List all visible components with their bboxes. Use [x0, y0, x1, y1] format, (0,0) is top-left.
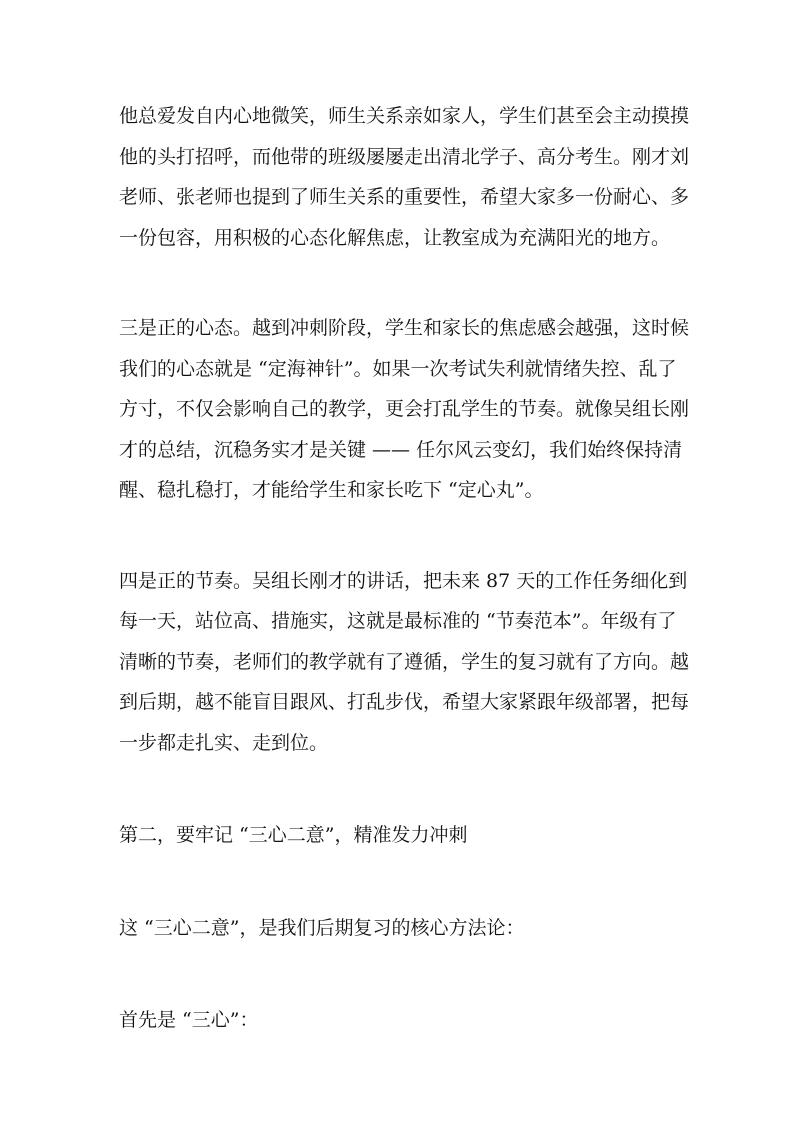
paragraph-mindset	[119, 308, 690, 511]
paragraph-spacer	[119, 511, 679, 561]
paragraph-rhythm	[119, 561, 690, 764]
text-line: 醒、稳扎稳打，才能给学生和家长吃下 “定心丸”。	[119, 479, 544, 501]
paragraph-spacer	[119, 763, 679, 815]
paragraph-three-hearts	[119, 1000, 679, 1041]
section-heading-second	[119, 815, 679, 856]
text-line: 他的头打招呼，而他带的班级屡屡走出清北学子、高分考生。刚才刘	[119, 145, 690, 168]
text-line: 方寸，不仅会影响自己的教学，更会打乱学生的节奏。就像吴组长刚	[119, 398, 690, 420]
text-line: 第二，要牢记 “三心二意”，精准发力冲刺	[119, 824, 468, 846]
text-line: 三是正的心态。越到冲刺阶段，学生和家长的焦虑感会越强，这时候	[119, 317, 690, 339]
paragraph-spacer	[119, 856, 679, 908]
text-line: 这 “三心二意”，是我们后期复习的核心方法论：	[119, 916, 525, 939]
paragraph-spacer	[119, 948, 679, 1000]
text-line: 清晰的节奏，老师们的教学就有了遵循，学生的复习就有了方向。越	[119, 650, 690, 673]
text-line: 他总爱发自内心地微笑，师生关系亲如家人，学生们甚至会主动摸摸	[119, 105, 690, 127]
paragraph-methodology	[119, 908, 679, 949]
text-line: 才的总结，沉稳务实才是关键 —— 任尔风云变幻，我们始终保持清	[119, 438, 683, 461]
text-line: 四是正的节奏。吴组长刚才的讲话，把未来 87 天的工作任务细化到	[119, 569, 688, 592]
text-line: 每一天，站位高、措施实，这就是最标准的 “节奏范本”。年级有了	[119, 610, 677, 632]
text-line: 我们的心态就是 “定海神针”。如果一次考试失利就情绪失控、乱了	[119, 357, 677, 380]
paragraph-teacher-story	[119, 96, 690, 258]
paragraph-spacer	[119, 258, 679, 308]
document-page	[119, 96, 690, 1041]
text-line: 一份包容，用积极的心态化解焦虑，让教室成为充满阳光的地方。	[119, 226, 671, 249]
text-line: 老师、张老师也提到了师生关系的重要性，希望大家多一份耐心、多	[119, 186, 690, 208]
text-line: 一步都走扎实、走到位。	[119, 731, 329, 754]
text-line: 首先是 “三心”：	[119, 1009, 259, 1031]
text-line: 到后期，越不能盲目跟风、打乱步伐，希望大家紧跟年级部署，把每	[119, 691, 690, 713]
